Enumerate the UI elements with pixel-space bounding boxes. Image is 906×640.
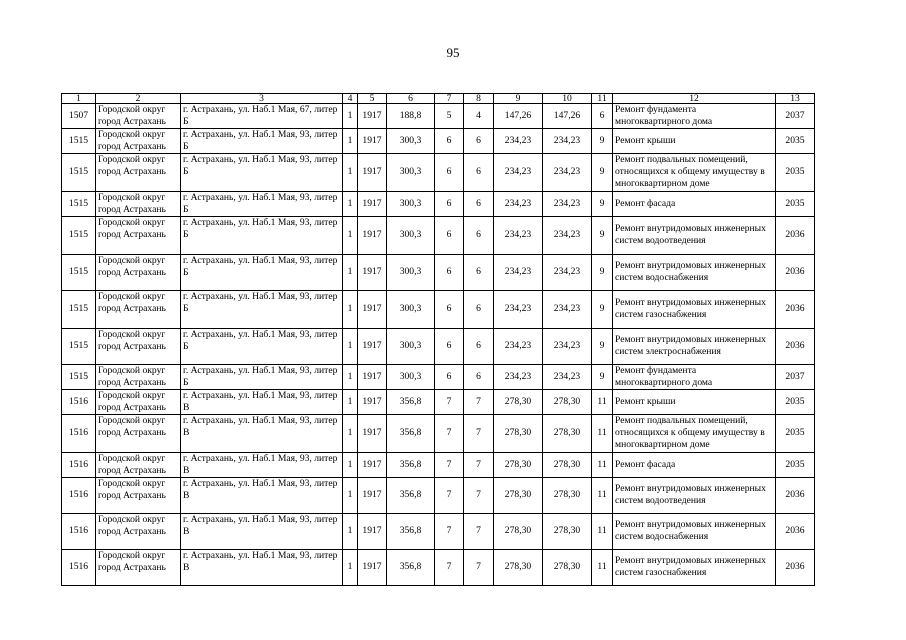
column-header: 3: [181, 94, 343, 104]
cell-c9: 278,30: [494, 452, 543, 477]
cell-id: 1515: [62, 290, 96, 328]
cell-district: Городской округ город Астрахань: [96, 216, 181, 254]
cell-c7: 6: [435, 328, 464, 364]
table-row: [62, 104, 815, 129]
cell-c13: 2035: [776, 191, 815, 216]
cell-district: Городской округ город Астрахань: [96, 549, 181, 585]
column-header: 7: [435, 94, 464, 104]
cell-c13: 2036: [776, 549, 815, 585]
cell-c7: 6: [435, 364, 464, 389]
cell-c13: 2035: [776, 452, 815, 477]
cell-district: Городской округ город Астрахань: [96, 452, 181, 477]
table-row: [62, 216, 815, 254]
cell-area: 356,8: [387, 452, 435, 477]
cell-c13: 2036: [776, 328, 815, 364]
cell-c10: 278,30: [543, 549, 592, 585]
cell-area: 300,3: [387, 364, 435, 389]
cell-c9: 278,30: [494, 549, 543, 585]
column-header: 10: [543, 94, 592, 104]
cell-c10: 234,23: [543, 290, 592, 328]
cell-c11: 9: [592, 328, 613, 364]
cell-c11: 11: [592, 549, 613, 585]
cell-c9: 147,26: [494, 104, 543, 129]
cell-id: 1516: [62, 477, 96, 513]
cell-id: 1515: [62, 364, 96, 389]
cell-district: Городской округ город Астрахань: [96, 477, 181, 513]
cell-work: Ремонт фундамента многоквартирного дома: [613, 364, 776, 389]
cell-c7: 6: [435, 153, 464, 191]
cell-c8: 7: [464, 549, 494, 585]
cell-work: Ремонт подвальных помещений, относящихся к общему имуществу в многоквартирном доме: [613, 414, 776, 452]
table-row: [62, 290, 815, 328]
cell-work: Ремонт фасада: [613, 191, 776, 216]
cell-district: Городской округ город Астрахань: [96, 128, 181, 153]
cell-c10: 278,30: [543, 414, 592, 452]
cell-year: 1917: [358, 389, 387, 414]
cell-c4: 1: [343, 364, 358, 389]
cell-id: 1515: [62, 254, 96, 290]
cell-c13: 2036: [776, 216, 815, 254]
table-row: [62, 364, 815, 389]
cell-district: Городской округ город Астрахань: [96, 414, 181, 452]
cell-c4: 1: [343, 513, 358, 549]
cell-c13: 2035: [776, 153, 815, 191]
cell-area: 356,8: [387, 549, 435, 585]
cell-district: Городской округ город Астрахань: [96, 389, 181, 414]
column-header: 13: [776, 94, 815, 104]
cell-c7: 6: [435, 216, 464, 254]
cell-c7: 6: [435, 290, 464, 328]
cell-year: 1917: [358, 414, 387, 452]
cell-work: Ремонт фундамента многоквартирного дома: [613, 104, 776, 129]
cell-c10: 147,26: [543, 104, 592, 129]
cell-c8: 6: [464, 364, 494, 389]
cell-c9: 234,23: [494, 153, 543, 191]
cell-district: Городской округ город Астрахань: [96, 254, 181, 290]
page-number: 95: [446, 45, 460, 60]
table-row: [62, 513, 815, 549]
cell-c10: 234,23: [543, 364, 592, 389]
cell-id: 1516: [62, 414, 96, 452]
cell-c10: 278,30: [543, 452, 592, 477]
cell-c9: 234,23: [494, 128, 543, 153]
cell-c7: 7: [435, 513, 464, 549]
cell-c11: 9: [592, 290, 613, 328]
cell-year: 1917: [358, 477, 387, 513]
cell-c4: 1: [343, 452, 358, 477]
cell-c10: 234,23: [543, 128, 592, 153]
cell-year: 1917: [358, 290, 387, 328]
table-row: [62, 191, 815, 216]
cell-c11: 9: [592, 128, 613, 153]
cell-district: Городской округ город Астрахань: [96, 153, 181, 191]
cell-c8: 7: [464, 513, 494, 549]
cell-address: г. Астрахань, ул. Наб.1 Мая, 93, литер В: [181, 389, 343, 414]
cell-address: г. Астрахань, ул. Наб.1 Мая, 93, литер В: [181, 414, 343, 452]
cell-c4: 1: [343, 414, 358, 452]
header-row: [62, 94, 815, 104]
cell-c4: 1: [343, 153, 358, 191]
cell-area: 188,8: [387, 104, 435, 129]
cell-c9: 278,30: [494, 414, 543, 452]
table-row: [62, 477, 815, 513]
cell-c8: 7: [464, 389, 494, 414]
column-header: 11: [592, 94, 613, 104]
cell-c7: 7: [435, 477, 464, 513]
cell-c4: 1: [343, 128, 358, 153]
cell-year: 1917: [358, 216, 387, 254]
cell-c8: 7: [464, 477, 494, 513]
cell-c13: 2035: [776, 414, 815, 452]
cell-c9: 234,23: [494, 191, 543, 216]
cell-c4: 1: [343, 389, 358, 414]
cell-area: 300,3: [387, 153, 435, 191]
cell-c8: 6: [464, 290, 494, 328]
cell-c9: 234,23: [494, 290, 543, 328]
cell-address: г. Астрахань, ул. Наб.1 Мая, 93, литер В: [181, 477, 343, 513]
cell-work: Ремонт внутридомовых инженерных систем водоснабжения: [613, 513, 776, 549]
column-header: 9: [494, 94, 543, 104]
cell-c7: 5: [435, 104, 464, 129]
cell-id: 1515: [62, 153, 96, 191]
cell-work: Ремонт внутридомовых инженерных систем газоснабжения: [613, 549, 776, 585]
cell-id: 1516: [62, 513, 96, 549]
cell-c11: 9: [592, 216, 613, 254]
column-header: 5: [358, 94, 387, 104]
column-header: 1: [62, 94, 96, 104]
cell-area: 356,8: [387, 414, 435, 452]
cell-c13: 2036: [776, 477, 815, 513]
cell-district: Городской округ город Астрахань: [96, 290, 181, 328]
column-header: 8: [464, 94, 494, 104]
cell-area: 356,8: [387, 477, 435, 513]
cell-area: 300,3: [387, 191, 435, 216]
table-row: [62, 414, 815, 452]
cell-year: 1917: [358, 128, 387, 153]
cell-c11: 11: [592, 477, 613, 513]
cell-c4: 1: [343, 216, 358, 254]
cell-c7: 6: [435, 128, 464, 153]
cell-c11: 9: [592, 191, 613, 216]
cell-c7: 7: [435, 414, 464, 452]
cell-id: 1515: [62, 128, 96, 153]
cell-c4: 1: [343, 328, 358, 364]
cell-area: 300,3: [387, 216, 435, 254]
cell-c9: 234,23: [494, 364, 543, 389]
cell-work: Ремонт фасада: [613, 452, 776, 477]
cell-year: 1917: [358, 254, 387, 290]
column-header: 2: [96, 94, 181, 104]
table-row: [62, 549, 815, 585]
cell-c11: 11: [592, 389, 613, 414]
registry-table: [61, 93, 815, 586]
cell-c8: 6: [464, 328, 494, 364]
cell-c8: 6: [464, 254, 494, 290]
cell-area: 300,3: [387, 328, 435, 364]
cell-address: г. Астрахань, ул. Наб.1 Мая, 93, литер Б: [181, 153, 343, 191]
cell-c8: 6: [464, 216, 494, 254]
cell-address: г. Астрахань, ул. Наб.1 Мая, 93, литер В: [181, 549, 343, 585]
cell-c13: 2037: [776, 364, 815, 389]
column-header: 12: [613, 94, 776, 104]
cell-c13: 2037: [776, 104, 815, 129]
cell-c4: 1: [343, 290, 358, 328]
cell-c9: 234,23: [494, 328, 543, 364]
cell-c11: 9: [592, 254, 613, 290]
cell-c11: 11: [592, 452, 613, 477]
cell-work: Ремонт внутридомовых инженерных систем электроснабжения: [613, 328, 776, 364]
cell-c7: 7: [435, 389, 464, 414]
cell-id: 1515: [62, 328, 96, 364]
cell-c13: 2035: [776, 128, 815, 153]
cell-c11: 9: [592, 364, 613, 389]
cell-c7: 6: [435, 191, 464, 216]
table-row: [62, 254, 815, 290]
cell-year: 1917: [358, 328, 387, 364]
cell-district: Городской округ город Астрахань: [96, 328, 181, 364]
cell-c4: 1: [343, 254, 358, 290]
cell-area: 300,3: [387, 254, 435, 290]
cell-address: г. Астрахань, ул. Наб.1 Мая, 93, литер Б: [181, 290, 343, 328]
cell-address: г. Астрахань, ул. Наб.1 Мая, 93, литер Б: [181, 254, 343, 290]
cell-c8: 7: [464, 414, 494, 452]
cell-work: Ремонт подвальных помещений, относящихся к общему имуществу в многоквартирном доме: [613, 153, 776, 191]
cell-id: 1516: [62, 389, 96, 414]
cell-address: г. Астрахань, ул. Наб.1 Мая, 93, литер Б: [181, 328, 343, 364]
cell-c13: 2036: [776, 254, 815, 290]
cell-c11: 11: [592, 513, 613, 549]
cell-c8: 6: [464, 128, 494, 153]
cell-year: 1917: [358, 191, 387, 216]
cell-work: Ремонт внутридомовых инженерных систем газоснабжения: [613, 290, 776, 328]
cell-c10: 234,23: [543, 191, 592, 216]
table-row: [62, 389, 815, 414]
cell-c10: 278,30: [543, 513, 592, 549]
cell-id: 1507: [62, 104, 96, 129]
cell-address: г. Астрахань, ул. Наб.1 Мая, 93, литер Б: [181, 364, 343, 389]
cell-work: Ремонт внутридомовых инженерных систем водоотведения: [613, 216, 776, 254]
table-row: [62, 328, 815, 364]
cell-c7: 6: [435, 254, 464, 290]
cell-c13: 2036: [776, 513, 815, 549]
cell-c4: 1: [343, 104, 358, 129]
cell-address: г. Астрахань, ул. Наб.1 Мая, 93, литер Б: [181, 191, 343, 216]
cell-c4: 1: [343, 191, 358, 216]
table-row: [62, 153, 815, 191]
cell-c8: 4: [464, 104, 494, 129]
table-row: [62, 128, 815, 153]
cell-c4: 1: [343, 549, 358, 585]
cell-id: 1516: [62, 452, 96, 477]
cell-year: 1917: [358, 364, 387, 389]
cell-c8: 6: [464, 153, 494, 191]
cell-work: Ремонт внутридомовых инженерных систем водоснабжения: [613, 254, 776, 290]
cell-c11: 6: [592, 104, 613, 129]
cell-c8: 6: [464, 191, 494, 216]
cell-work: Ремонт крыши: [613, 389, 776, 414]
cell-work: Ремонт внутридомовых инженерных систем водоотведения: [613, 477, 776, 513]
cell-district: Городской округ город Астрахань: [96, 513, 181, 549]
column-header: 4: [343, 94, 358, 104]
cell-address: г. Астрахань, ул. Наб.1 Мая, 93, литер Б: [181, 128, 343, 153]
cell-area: 300,3: [387, 128, 435, 153]
cell-address: г. Астрахань, ул. Наб.1 Мая, 93, литер Б: [181, 216, 343, 254]
cell-c10: 234,23: [543, 216, 592, 254]
cell-c11: 11: [592, 414, 613, 452]
cell-district: Городской округ город Астрахань: [96, 364, 181, 389]
cell-id: 1515: [62, 191, 96, 216]
cell-year: 1917: [358, 153, 387, 191]
cell-c10: 278,30: [543, 389, 592, 414]
cell-area: 356,8: [387, 389, 435, 414]
cell-c13: 2036: [776, 290, 815, 328]
cell-c13: 2035: [776, 389, 815, 414]
cell-district: Городской округ город Астрахань: [96, 191, 181, 216]
cell-year: 1917: [358, 104, 387, 129]
cell-c8: 7: [464, 452, 494, 477]
cell-id: 1515: [62, 216, 96, 254]
cell-c9: 234,23: [494, 254, 543, 290]
cell-id: 1516: [62, 549, 96, 585]
cell-address: г. Астрахань, ул. Наб.1 Мая, 93, литер В: [181, 513, 343, 549]
cell-c7: 7: [435, 549, 464, 585]
cell-c10: 278,30: [543, 477, 592, 513]
cell-year: 1917: [358, 513, 387, 549]
cell-c9: 234,23: [494, 216, 543, 254]
cell-c10: 234,23: [543, 254, 592, 290]
cell-c4: 1: [343, 477, 358, 513]
cell-c9: 278,30: [494, 477, 543, 513]
cell-year: 1917: [358, 452, 387, 477]
cell-area: 300,3: [387, 290, 435, 328]
cell-c10: 234,23: [543, 328, 592, 364]
cell-year: 1917: [358, 549, 387, 585]
cell-address: г. Астрахань, ул. Наб.1 Мая, 93, литер В: [181, 452, 343, 477]
cell-c7: 7: [435, 452, 464, 477]
cell-c11: 9: [592, 153, 613, 191]
cell-work: Ремонт крыши: [613, 128, 776, 153]
cell-c10: 234,23: [543, 153, 592, 191]
cell-address: г. Астрахань, ул. Наб.1 Мая, 67, литер Б: [181, 104, 343, 129]
column-header: 6: [387, 94, 435, 104]
cell-area: 356,8: [387, 513, 435, 549]
cell-c9: 278,30: [494, 389, 543, 414]
cell-c9: 278,30: [494, 513, 543, 549]
table-row: [62, 452, 815, 477]
cell-district: Городской округ город Астрахань: [96, 104, 181, 129]
